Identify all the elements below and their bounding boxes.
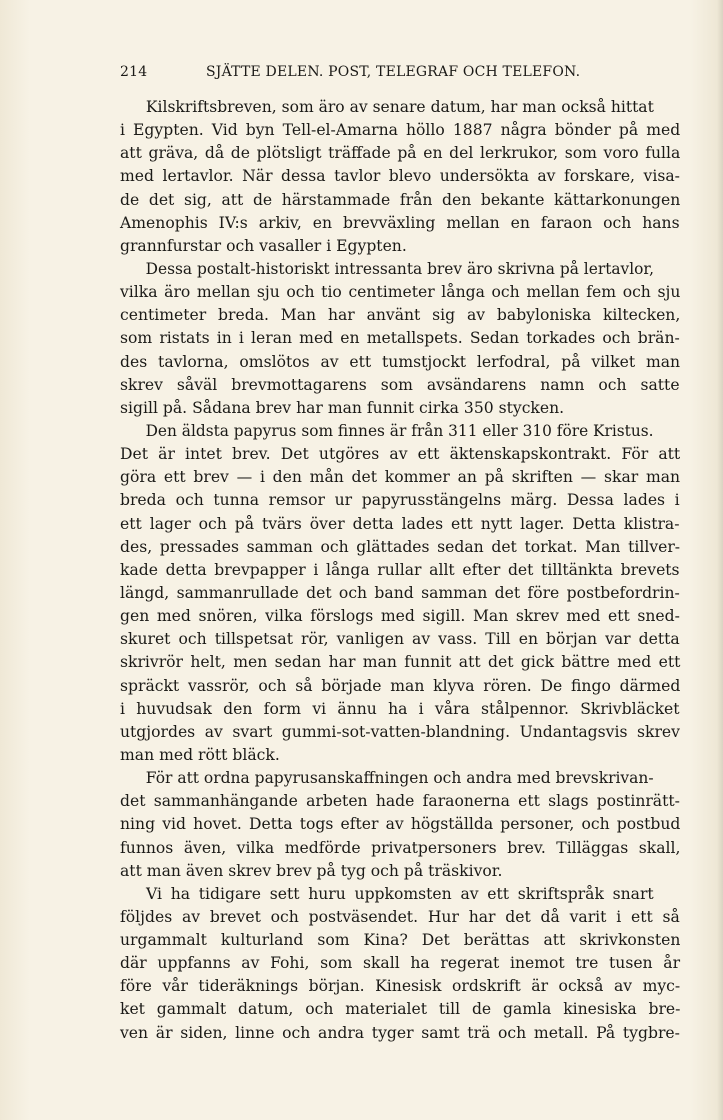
paragraph (120, 258, 680, 420)
text-line: För att ordna papyrusanskaffningen och andra med brevskrivan- (145, 769, 654, 788)
text-line: des, pressades samman och glättades sedan det torkat. Man tillver- (120, 537, 681, 556)
text-line: breda och tunna remsor ur papyrusstängelns märg. Dessa lades i (120, 491, 680, 510)
paragraph (120, 883, 680, 1045)
text-line: Dessa postalt-historiskt intressanta brev äro skrivna på lertavlor, (145, 259, 655, 278)
text-line: Den äldsta papyrus som finnes är från 311 eller 310 före Kristus. (145, 421, 654, 440)
text-line: ning vid hovet. Detta togs efter av högställda personer, och postbud (120, 815, 681, 834)
text-line: längd, sammanrullade det och band samman det före postbefordrin- (120, 583, 680, 602)
text-line: i Egypten. Vid byn Tell-el-Amarna höllo 1887 några bönder på med (120, 121, 681, 140)
text-line: urgammalt kulturland som Kina? Det berättas att skrivkonsten (120, 931, 681, 950)
text-line: gen med snören, vilka förslogs med sigill. Man skrev med ett sned- (120, 607, 680, 626)
paragraph (120, 767, 680, 883)
text-line: Det är intet brev. Det utgöres av ett äktenskapskontrakt. För att (120, 445, 681, 464)
text-line: sigill på. Sådana brev har man funnit cirka 350 stycken. (120, 398, 565, 417)
body-text (120, 96, 680, 1045)
text-line: des tavlorna, omslötos av ett tumstjockt lerfodral, på vilket man (120, 352, 681, 371)
text-line: ven är siden, linne och andra tyger samt trä och metall. På tygbre- (120, 1023, 680, 1042)
text-line: det sammanhängande arbeten hade faraonerna ett slags postinrätt- (120, 792, 680, 811)
text-line: man med rött bläck. (120, 745, 280, 764)
text-line: följdes av brevet och postväsendet. Hur har det då varit i ett så (120, 907, 680, 926)
text-line: grannfurstar och vasaller i Egypten. (120, 236, 407, 255)
text-line: före vår tideräknings början. Kinesisk ordskrift är också av myc- (120, 977, 681, 996)
text-line: skrivrör helt, men sedan har man funnit att det gick bättre med ett (120, 653, 681, 672)
text-line: spräckt vassrör, och så började man klyva rören. De fingo därmed (120, 676, 681, 695)
text-line: Vi ha tidigare sett huru uppkomsten av ett skriftspråk snart (146, 884, 654, 903)
page-edge-shadow (717, 0, 723, 1120)
running-head (120, 64, 680, 84)
text-line: som ristats in i leran med en metallspets. Sedan torkades och brän- (120, 329, 680, 348)
running-head-title: SJÄTTE DELEN. POST, TELEGRAF OCH TELEFON. (206, 64, 581, 80)
text-line: skrev såväl brevmottagarens som avsändarens namn och satte (120, 375, 680, 394)
text-line: Amenophis IV:s arkiv, en brevväxling mellan en faraon och hans (120, 213, 680, 232)
paragraph (120, 420, 680, 767)
text-line: kade detta brevpapper i långa rullar allt efter det tilltänkta brevets (120, 560, 680, 579)
text-line: de det sig, att de härstammade från den bekante kättarkonungen (120, 190, 681, 209)
text-line: göra ett brev — i den mån det kommer an på skriften — skar man (120, 468, 681, 487)
text-line: Kilskriftsbreven, som äro av senare datum, har man också hittat (145, 98, 654, 116)
text-line: att gräva, då de plötsligt träffade på en del lerkrukor, som voro fulla (120, 144, 681, 163)
page-number: 214 (120, 64, 148, 80)
text-line: skuret och tillspetsat rör, vanligen av vass. Till en början var detta (120, 630, 680, 649)
text-line: ett lager och på tvärs över detta lades ett nytt lager. Detta klistra- (120, 514, 680, 533)
paragraph (120, 96, 680, 258)
text-line: vilka äro mellan sju och tio centimeter långa och mellan fem och sju (120, 283, 681, 302)
text-line: ket gammalt datum, och materialet till de gamla kinesiska bre- (120, 1000, 681, 1019)
text-line: i huvudsak den form vi ännu ha i våra stålpennor. Skrivbläcket (120, 699, 680, 718)
text-line: att man även skrev brev på tyg och på träskivor. (120, 861, 503, 880)
text-line: med lertavlor. När dessa tavlor blevo undersökta av forskare, visa- (120, 167, 680, 186)
text-line: funnos även, vilka medförde privatpersoners brev. Tilläggas skall, (120, 838, 681, 857)
text-line: där uppfanns av Fohi, som skall ha regerat inemot tre tusen år (120, 954, 681, 973)
text-line: centimeter breda. Man har använt sig av babyloniska kiltecken, (120, 306, 681, 325)
text-line: utgjordes av svart gummi-sot-vatten-blandning. Undantagsvis skrev (120, 722, 680, 741)
